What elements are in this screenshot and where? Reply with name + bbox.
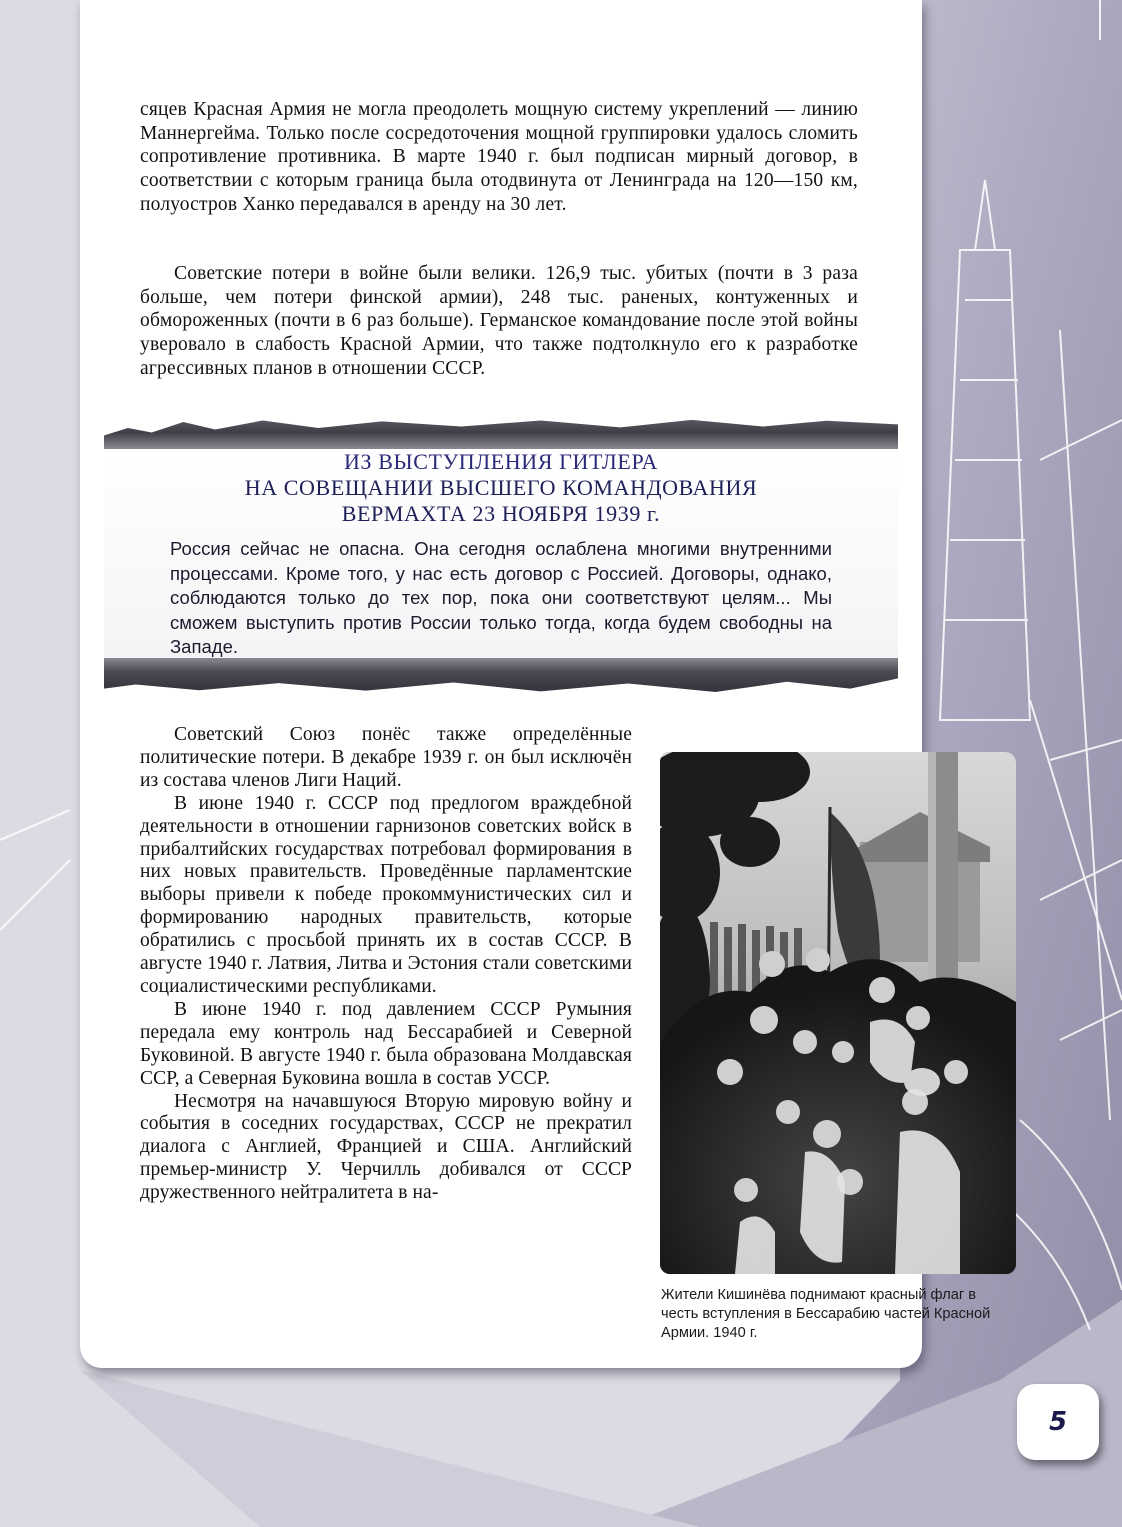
column-paragraph-3: В июне 1940 г. под давлением СССР Румыния передала ему контроль над Бессарабией и Северной Буковиной. В августе 1940 г. была образована Молдавская ССР, а Северная Буковина вошла в состав УССР.	[140, 998, 632, 1089]
column-paragraph-2: В июне 1940 г. СССР под предлогом враждебной деятельности в отношении гарнизонов советских войск в прибалтийских государствах потребовал формирования в них новых правительств. Проведённые парламентские выборы привели к победе прокоммунистических сил и формированию народных правительств, которые обратились с просьбой принять их в состав СССР. В августе 1940 г. Латвия, Литва и Эстония стали советскими социалистическими республиками.	[140, 792, 632, 997]
photo-caption: Жители Кишинёва поднимают красный флаг в честь вступления в Бессарабию частей Красной Армии. 1940 г.	[661, 1287, 991, 1342]
source-title-line-2: НА СОВЕЩАНИИ ВЫСШЕГО КОМАНДОВАНИЯ	[244, 475, 758, 500]
page-number: 5	[1048, 1407, 1068, 1437]
text-column	[140, 724, 632, 1205]
column-paragraph-1: Советский Союз понёс также определённые политические потери. В декабре 1939 г. он был исключён из состава членов Лиги Наций.	[140, 724, 632, 791]
intro-paragraph-1: сяцев Красная Армия не могла преодолеть мощную систему укреплений — линию Маннергейма. Только после сосредоточения мощной группировки удалось сломить сопротивление противника. В марте 1940 г. был подписан мирный договор, в соответствии с которым граница была отодвинута от Ленинграда на 120—150 км, полуостров Ханко передавался в аренду на 30 лет.	[140, 99, 858, 215]
photo-illustration	[660, 752, 1016, 1274]
source-title-line-3: ВЕРМАХТА 23 НОЯБРЯ 1939 г.	[341, 501, 661, 526]
source-title-line-1: ИЗ ВЫСТУПЛЕНИЯ ГИТЛЕРА	[344, 449, 658, 474]
historical-photo	[660, 752, 1016, 1274]
column-paragraph-4: Несмотря на начавшуюся Вторую мировую войну и события в соседних государствах, СССР не прекратил диалога с Англией, Францией и США. Английский премьер-министр У. Черчилль добивался от СССР дружественного нейтралитета в на-	[140, 1090, 632, 1204]
intro-paragraph-2: Советские потери в войне были велики. 126,9 тыс. убитых (почти в 3 раза больше, чем потери финской армии), 248 тыс. раненых, контуженных и обмороженных (почти в 6 раз больше). Германское командование после этой войны уверовало в слабость Красной Армии, что также подтолкнуло его к разработке агрессивных планов в отношении СССР.	[140, 263, 858, 379]
page-number-badge	[1017, 1384, 1099, 1460]
source-quote: Россия сейчас не опасна. Она сегодня ослаблена многими внутренними процессами. Кроме того, у нас есть договор с Россией. Договоры, однако, соблюдаются только до тех пор, пока они соответствуют целям... Мы сможем выступить против России только тогда, когда будем свободны на Западе.	[170, 538, 832, 658]
